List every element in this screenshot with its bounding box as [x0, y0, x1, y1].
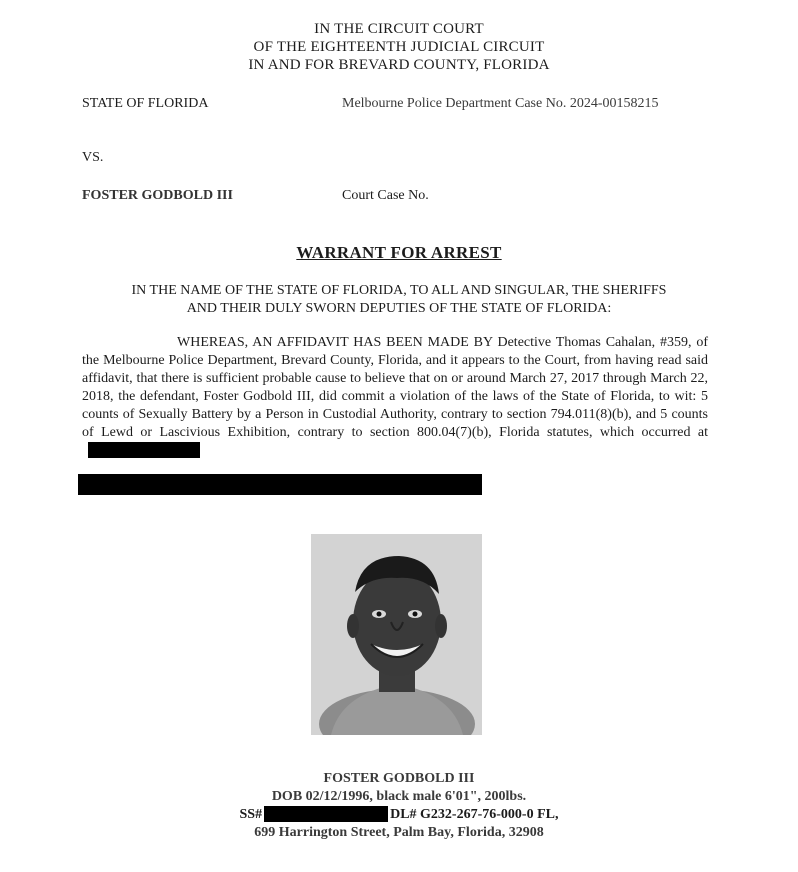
defendant-dob: DOB 02/12/1996, black male 6'01", 200lbs. [271, 789, 527, 804]
defendant-description [0, 770, 798, 842]
court-case-number: Court Case No. [342, 188, 429, 203]
versus-label: VS. [82, 150, 104, 165]
defendant-address: 699 Harrington Street, Palm Bay, Florida, 32908 [254, 825, 544, 840]
defendant-caption: FOSTER GODBOLD III [82, 188, 233, 203]
plaintiff-name: STATE OF FLORIDA [82, 96, 209, 111]
court-name-line3: IN AND FOR BREVARD COUNTY, FLORIDA [248, 57, 550, 73]
drivers-license: DL# G232-267-76-000-0 FL, [390, 807, 559, 822]
document-title: WARRANT FOR ARREST [296, 243, 502, 262]
court-header [0, 20, 798, 74]
address-line2: AND THEIR DULY SWORN DEPUTIES OF THE STATE OF FLORIDA: [186, 301, 612, 316]
redaction-bar-ssn [264, 806, 388, 822]
address-line1: IN THE NAME OF THE STATE OF FLORIDA, TO ALL AND SINGULAR, THE SHERIFFS [131, 283, 667, 298]
defendant-portrait-image [311, 534, 482, 735]
defendant-id-line [0, 806, 798, 824]
court-name-line1: IN THE CIRCUIT COURT [314, 21, 484, 37]
redaction-bar-location [78, 474, 482, 495]
redaction-bar [88, 442, 200, 458]
body-text: WHEREAS, AN AFFIDAVIT HAS BEEN MADE BY Detective Thomas Cahalan, #359, of the Melbourne Police Department, Brevard County, Florida, and it appears to the Court, from having read said affidavit, that there is sufficient probable cause to believe that on or around March 27, 2017 through March 22, 2018, the defendant, Foster Godbold III, did commit a violation of the laws of the State of Florida, to wit: 5 counts of Sexually Battery by a Person in Custodial Authority, contrary to section 794.011(8)(b), and 5 counts of Lewd or Lascivious Exhibition, contrary to section 800.04(7)(b), Florida statutes, which occurred at [82, 335, 708, 440]
ss-label: SS# [239, 807, 263, 822]
police-case-number: Melbourne Police Department Case No. 2024-00158215 [342, 96, 659, 111]
defendant-photo [311, 534, 482, 735]
defendant-name: FOSTER GODBOLD III [323, 771, 475, 786]
warrant-address [40, 282, 758, 318]
warrant-body [82, 334, 708, 460]
court-name-line2: OF THE EIGHTEENTH JUDICIAL CIRCUIT [253, 39, 545, 55]
